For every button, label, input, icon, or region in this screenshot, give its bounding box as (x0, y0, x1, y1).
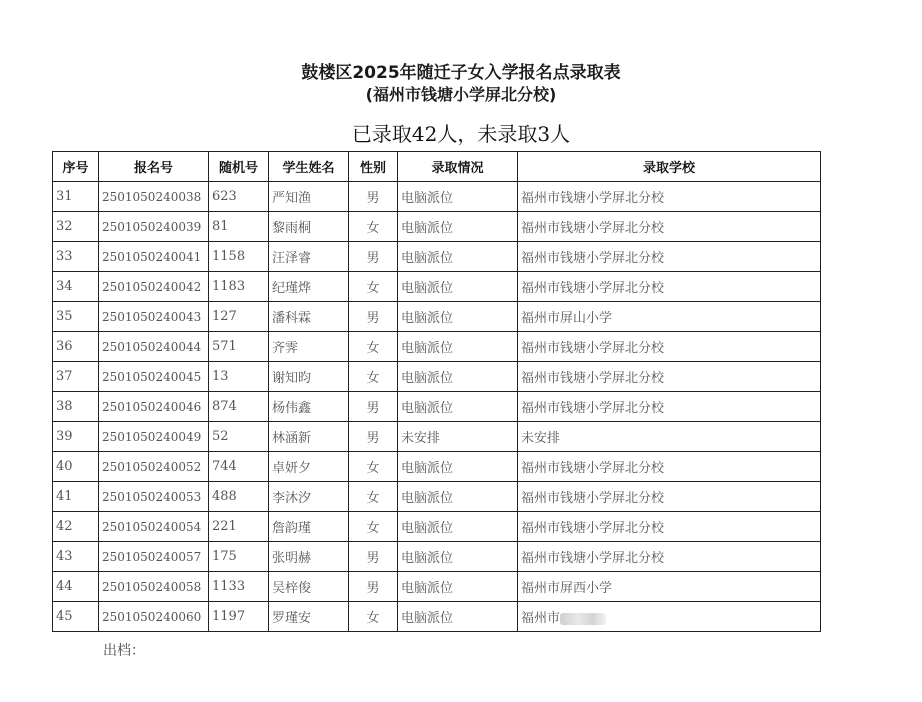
cell-random-no: 221 (209, 512, 269, 542)
table-row (53, 242, 821, 272)
table-row (53, 422, 821, 452)
cell-index: 32 (53, 212, 99, 242)
table-row (53, 602, 821, 632)
table-row (53, 212, 821, 242)
cell-random-no: 1158 (209, 242, 269, 272)
cell-student-name: 李沐汐 (269, 482, 349, 512)
cell-registration-no: 2501050240057 (99, 542, 209, 572)
table-row (53, 302, 821, 332)
cell-index: 44 (53, 572, 99, 602)
cell-registration-no: 2501050240044 (99, 332, 209, 362)
cell-registration-no: 2501050240049 (99, 422, 209, 452)
cell-admitted-school: 未安排 (518, 422, 821, 452)
cell-index: 39 (53, 422, 99, 452)
table-header-row (53, 152, 821, 182)
col-header-student-name: 学生姓名 (269, 152, 349, 182)
cell-random-no: 744 (209, 452, 269, 482)
cell-admission-status: 电脑派位 (398, 392, 518, 422)
table-row (53, 572, 821, 602)
cell-index: 41 (53, 482, 99, 512)
cell-registration-no: 2501050240041 (99, 242, 209, 272)
cell-random-no: 127 (209, 302, 269, 332)
cell-random-no: 623 (209, 182, 269, 212)
cell-index: 36 (53, 332, 99, 362)
cell-admission-status: 未安排 (398, 422, 518, 452)
cell-gender: 男 (349, 542, 398, 572)
cell-student-name: 林涵新 (269, 422, 349, 452)
cell-student-name: 卓妍夕 (269, 452, 349, 482)
cell-gender: 男 (349, 242, 398, 272)
cell-gender: 男 (349, 572, 398, 602)
cell-random-no: 571 (209, 332, 269, 362)
cell-index: 33 (53, 242, 99, 272)
cell-student-name: 汪泽睿 (269, 242, 349, 272)
cell-random-no: 488 (209, 482, 269, 512)
page-subtitle: (福州市钱塘小学屏北分校) (365, 85, 557, 104)
cell-index: 40 (53, 452, 99, 482)
cell-admission-status: 电脑派位 (398, 542, 518, 572)
cell-admission-status: 电脑派位 (398, 512, 518, 542)
cell-gender: 女 (349, 602, 398, 632)
cell-random-no: 1183 (209, 272, 269, 302)
cell-admitted-school: 福州市钱塘小学屏北分校 (518, 482, 821, 512)
cell-admitted-school (518, 602, 821, 632)
cell-index: 38 (53, 392, 99, 422)
table-row (53, 332, 821, 362)
cell-registration-no: 2501050240054 (99, 512, 209, 542)
cell-random-no: 175 (209, 542, 269, 572)
cell-registration-no: 2501050240058 (99, 572, 209, 602)
cell-gender: 女 (349, 362, 398, 392)
cell-gender: 男 (349, 392, 398, 422)
cell-registration-no: 2501050240046 (99, 392, 209, 422)
cell-admitted-school: 福州市钱塘小学屏北分校 (518, 212, 821, 242)
cell-student-name: 罗瑾安 (269, 602, 349, 632)
cell-admission-status: 电脑派位 (398, 182, 518, 212)
col-header-admitted-school: 录取学校 (518, 152, 821, 182)
cell-student-name: 纪瑾烨 (269, 272, 349, 302)
cell-admitted-school: 福州市钱塘小学屏北分校 (518, 272, 821, 302)
admission-summary: 已录取42人，未录取3人 (351, 122, 571, 146)
cell-gender: 男 (349, 302, 398, 332)
cell-gender: 女 (349, 212, 398, 242)
cell-gender: 女 (349, 332, 398, 362)
cell-admission-status: 电脑派位 (398, 302, 518, 332)
cell-index: 35 (53, 302, 99, 332)
cell-registration-no: 2501050240042 (99, 272, 209, 302)
cell-registration-no: 2501050240060 (99, 602, 209, 632)
cell-registration-no: 2501050240039 (99, 212, 209, 242)
table-row (53, 362, 821, 392)
cell-gender: 男 (349, 182, 398, 212)
cell-admitted-school: 福州市钱塘小学屏北分校 (518, 392, 821, 422)
cell-admission-status: 电脑派位 (398, 272, 518, 302)
cell-gender: 女 (349, 482, 398, 512)
col-header-admission-status: 录取情况 (398, 152, 518, 182)
cell-student-name: 谢知昀 (269, 362, 349, 392)
cell-registration-no: 2501050240053 (99, 482, 209, 512)
cell-admitted-school: 福州市钱塘小学屏北分校 (518, 362, 821, 392)
cell-index: 34 (53, 272, 99, 302)
cell-student-name: 潘科霖 (269, 302, 349, 332)
table-row (53, 482, 821, 512)
col-header-index: 序号 (53, 152, 99, 182)
cell-admission-status: 电脑派位 (398, 602, 518, 632)
cell-random-no: 81 (209, 212, 269, 242)
cell-admitted-school: 福州市钱塘小学屏北分校 (518, 452, 821, 482)
table-row (53, 182, 821, 212)
cell-admission-status: 电脑派位 (398, 362, 518, 392)
cell-student-name: 张明赫 (269, 542, 349, 572)
table-row (53, 512, 821, 542)
cell-random-no: 52 (209, 422, 269, 452)
col-header-registration-no: 报名号 (99, 152, 209, 182)
cell-index: 31 (53, 182, 99, 212)
cell-admitted-school: 福州市钱塘小学屏北分校 (518, 182, 821, 212)
cell-admitted-school: 福州市钱塘小学屏北分校 (518, 332, 821, 362)
table-row (53, 452, 821, 482)
table-row (53, 392, 821, 422)
blurred-text-redaction (560, 613, 606, 625)
cell-admission-status: 电脑派位 (398, 452, 518, 482)
cell-admitted-school: 福州市钱塘小学屏北分校 (518, 542, 821, 572)
table-row (53, 542, 821, 572)
cell-gender: 女 (349, 512, 398, 542)
table-row (53, 272, 821, 302)
footer-archive-label: 出档： (103, 643, 145, 659)
page-title: 鼓楼区2025年随迁子女入学报名点录取表 (301, 63, 621, 83)
col-header-random-no: 随机号 (209, 152, 269, 182)
cell-random-no: 1197 (209, 602, 269, 632)
cell-gender: 女 (349, 452, 398, 482)
cell-index: 42 (53, 512, 99, 542)
cell-index: 45 (53, 602, 99, 632)
cell-admission-status: 电脑派位 (398, 482, 518, 512)
cell-random-no: 1133 (209, 572, 269, 602)
cell-admission-status: 电脑派位 (398, 212, 518, 242)
cell-student-name: 齐霁 (269, 332, 349, 362)
cell-registration-no: 2501050240043 (99, 302, 209, 332)
cell-admitted-school: 福州市屏西小学 (518, 572, 821, 602)
cell-registration-no: 2501050240052 (99, 452, 209, 482)
cell-admitted-school: 福州市屏山小学 (518, 302, 821, 332)
cell-student-name: 黎雨桐 (269, 212, 349, 242)
cell-index: 43 (53, 542, 99, 572)
cell-student-name: 詹韵瑾 (269, 512, 349, 542)
cell-admission-status: 电脑派位 (398, 332, 518, 362)
cell-random-no: 13 (209, 362, 269, 392)
cell-random-no: 874 (209, 392, 269, 422)
cell-student-name: 严知渔 (269, 182, 349, 212)
cell-registration-no: 2501050240045 (99, 362, 209, 392)
cell-admission-status: 电脑派位 (398, 572, 518, 602)
cell-index: 37 (53, 362, 99, 392)
cell-admitted-school: 福州市钱塘小学屏北分校 (518, 242, 821, 272)
school-name-visible: 福州市 (521, 611, 561, 626)
cell-student-name: 吴梓俊 (269, 572, 349, 602)
cell-admission-status: 电脑派位 (398, 242, 518, 272)
cell-registration-no: 2501050240038 (99, 182, 209, 212)
cell-admitted-school: 福州市钱塘小学屏北分校 (518, 512, 821, 542)
cell-student-name: 杨伟鑫 (269, 392, 349, 422)
admission-table (52, 151, 821, 632)
col-header-gender: 性别 (349, 152, 398, 182)
cell-gender: 女 (349, 272, 398, 302)
cell-gender: 男 (349, 422, 398, 452)
